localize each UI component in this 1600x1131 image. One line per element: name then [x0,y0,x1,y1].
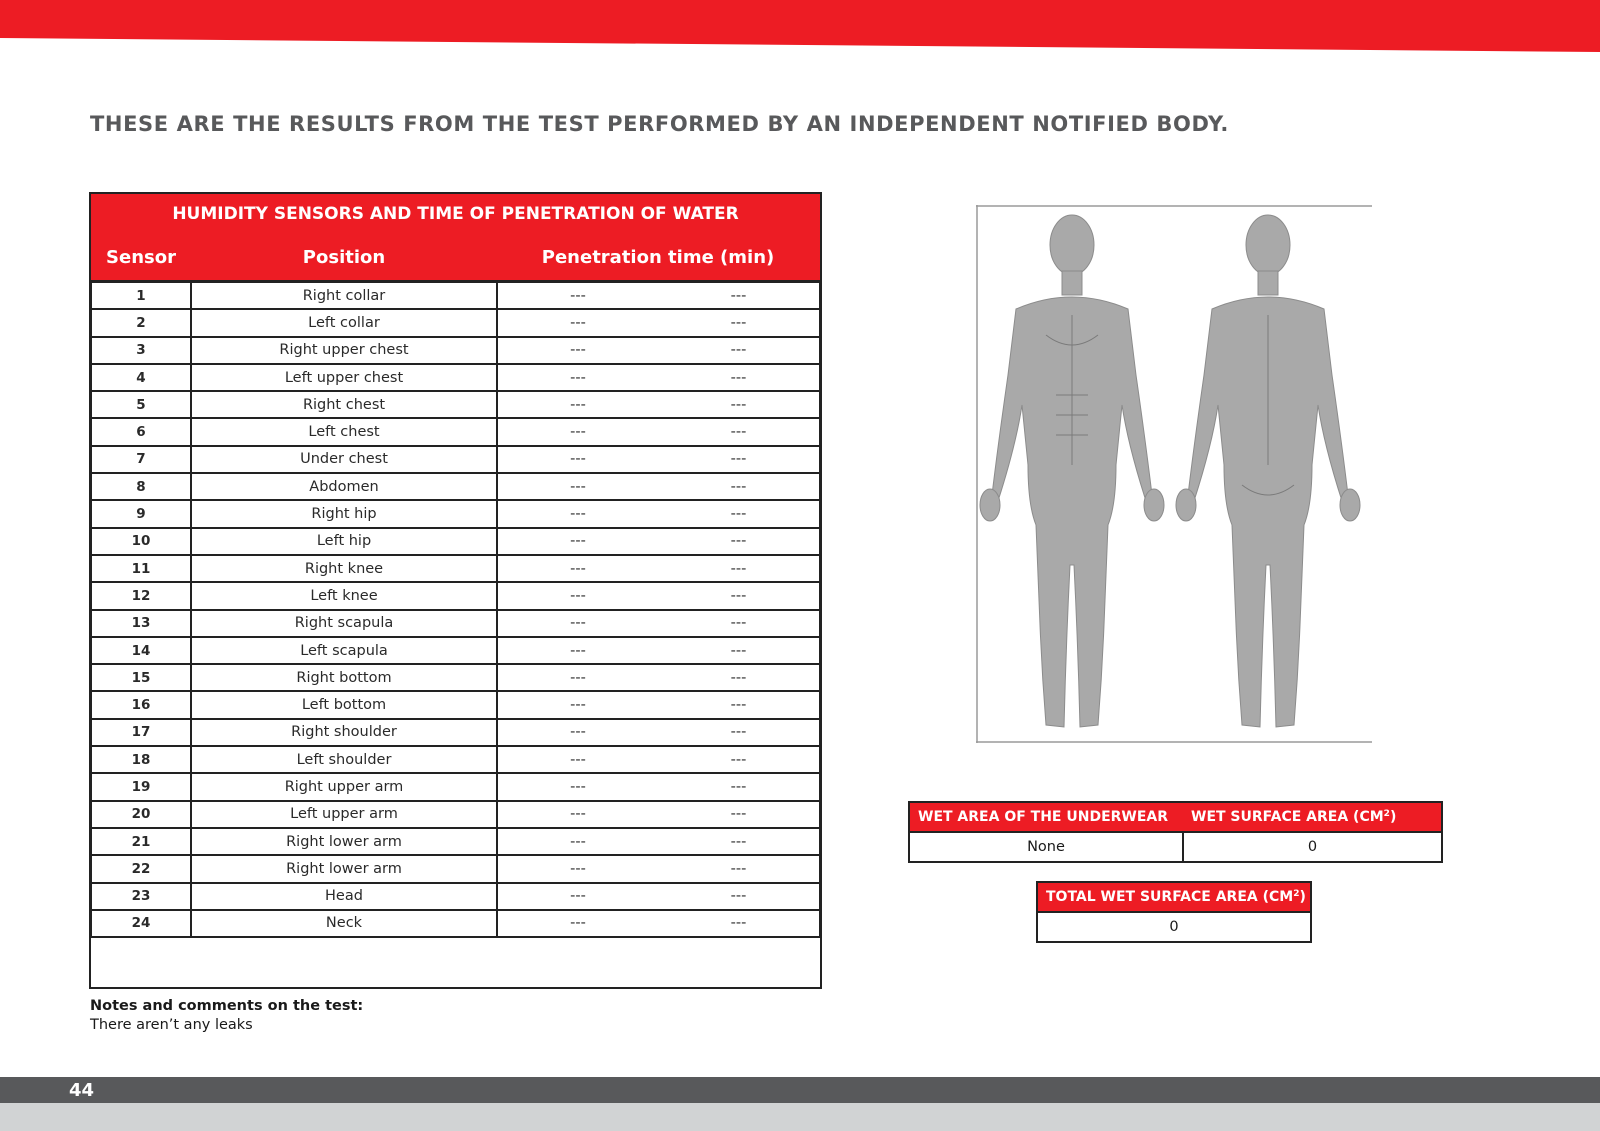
footer-strip [0,1103,1600,1131]
wet-area-value: None [909,832,1183,862]
sensor-position: Left collar [191,309,497,336]
sensor-number: 10 [91,528,191,555]
table-row [91,773,820,800]
penetration-time-1: --- [497,473,658,500]
table-row [91,910,820,937]
sensor-number: 22 [91,855,191,882]
sensor-position: Right upper arm [191,773,497,800]
table-row [91,282,820,310]
penetration-time-1: --- [497,855,658,882]
penetration-time-2: --- [658,528,820,555]
penetration-time-2: --- [658,828,820,855]
test-notes [90,997,363,1035]
penetration-time-2: --- [658,582,820,609]
sensor-position: Left upper chest [191,364,497,391]
sensor-number: 20 [91,801,191,828]
sensor-number: 13 [91,610,191,637]
sensor-number: 9 [91,500,191,527]
penetration-time-2: --- [658,391,820,418]
penetration-time-1: --- [497,610,658,637]
penetration-time-2: --- [658,883,820,910]
sensor-position: Right lower arm [191,855,497,882]
notes-label: Notes and comments on the test: [90,998,364,1014]
sensor-number: 17 [91,719,191,746]
sensor-number: 21 [91,828,191,855]
penetration-time-1: --- [497,746,658,773]
wet-area-header: WET AREA OF THE UNDERWEAR [909,802,1183,832]
sensor-number: 18 [91,746,191,773]
notes-text: There aren’t any leaks [90,1017,253,1033]
sensor-position: Right lower arm [191,828,497,855]
sensor-number: 14 [91,637,191,664]
col-header-penetration-time: Penetration time (min) [497,234,820,282]
sensor-number: 3 [91,337,191,364]
sensor-number: 6 [91,418,191,445]
sensor-position: Abdomen [191,473,497,500]
penetration-time-1: --- [497,637,658,664]
penetration-time-1: --- [497,500,658,527]
total-wet-area-table [1036,881,1312,943]
table-row [91,418,820,445]
penetration-time-1: --- [497,773,658,800]
sensor-number: 24 [91,910,191,937]
penetration-time-1: --- [497,719,658,746]
table-row [91,582,820,609]
penetration-time-2: --- [658,773,820,800]
penetration-time-1: --- [497,828,658,855]
total-wet-value: 0 [1037,912,1311,942]
table-row [91,391,820,418]
sensor-position: Left upper arm [191,801,497,828]
penetration-time-1: --- [497,282,658,310]
sensor-position: Right bottom [191,664,497,691]
penetration-time-1: --- [497,309,658,336]
sensor-number: 8 [91,473,191,500]
penetration-time-1: --- [497,910,658,937]
humidity-sensor-table [90,193,821,938]
penetration-time-1: --- [497,446,658,473]
penetration-time-2: --- [658,801,820,828]
sensor-number: 5 [91,391,191,418]
page-number: 44 [69,1080,95,1101]
sensor-number: 15 [91,664,191,691]
penetration-time-1: --- [497,337,658,364]
penetration-time-1: --- [497,582,658,609]
penetration-time-2: --- [658,364,820,391]
sensor-position: Left chest [191,418,497,445]
penetration-time-2: --- [658,610,820,637]
penetration-time-1: --- [497,364,658,391]
penetration-time-2: --- [658,446,820,473]
sensor-number: 16 [91,691,191,718]
penetration-time-1: --- [497,555,658,582]
top-red-band [0,0,1600,60]
human-body-front-back-icon [976,205,1372,743]
col-header-position: Position [191,234,497,282]
sensor-position: Right shoulder [191,719,497,746]
sensor-number: 7 [91,446,191,473]
sensor-position: Right scapula [191,610,497,637]
col-header-sensor: Sensor [91,234,191,282]
sensor-position: Left hip [191,528,497,555]
table-row [91,473,820,500]
table-row [91,691,820,718]
sensor-number: 12 [91,582,191,609]
table-row [91,719,820,746]
penetration-time-1: --- [497,528,658,555]
sensor-position: Right upper chest [191,337,497,364]
page-headline: THESE ARE THE RESULTS FROM THE TEST PERFORMED BY AN INDEPENDENT NOTIFIED BODY. [90,112,1229,136]
total-wet-header: TOTAL WET SURFACE AREA $(CM^2)$ [1037,882,1311,912]
penetration-time-1: --- [497,391,658,418]
table-row [91,337,820,364]
penetration-time-1: --- [497,664,658,691]
penetration-time-2: --- [658,664,820,691]
sensor-number: 4 [91,364,191,391]
table-row [91,801,820,828]
sensor-position: Left bottom [191,691,497,718]
penetration-time-2: --- [658,691,820,718]
penetration-time-2: --- [658,418,820,445]
wet-area-table [908,801,1443,863]
table-row [91,528,820,555]
sensor-position: Head [191,883,497,910]
sensor-position: Under chest [191,446,497,473]
table-row [91,555,820,582]
sensor-number: 1 [91,282,191,310]
penetration-time-1: --- [497,801,658,828]
table-title: HUMIDITY SENSORS AND TIME OF PENETRATION OF WATER [91,193,820,234]
penetration-time-2: --- [658,282,820,310]
wet-surface-header: WET SURFACE AREA $(CM^2)$ [1183,802,1442,832]
penetration-time-2: --- [658,910,820,937]
penetration-time-2: --- [658,555,820,582]
penetration-time-2: --- [658,500,820,527]
sensor-position: Right knee [191,555,497,582]
table-row [91,446,820,473]
penetration-time-2: --- [658,473,820,500]
penetration-time-2: --- [658,855,820,882]
penetration-time-2: --- [658,637,820,664]
table-row [91,855,820,882]
penetration-time-1: --- [497,691,658,718]
table-row [91,364,820,391]
sensor-position: Left scapula [191,637,497,664]
table-row [91,610,820,637]
sensor-position: Neck [191,910,497,937]
penetration-time-2: --- [658,719,820,746]
table-row [91,883,820,910]
table-row [91,500,820,527]
sensor-position: Right collar [191,282,497,310]
sensor-number: 11 [91,555,191,582]
table-row [91,828,820,855]
footer-bar [0,1077,1600,1103]
penetration-time-1: --- [497,883,658,910]
sensor-position: Right chest [191,391,497,418]
table-row [91,664,820,691]
wet-surface-value: 0 [1183,832,1442,862]
sensor-position: Left shoulder [191,746,497,773]
sensor-number: 23 [91,883,191,910]
sensor-number: 19 [91,773,191,800]
penetration-time-2: --- [658,309,820,336]
sensor-number: 2 [91,309,191,336]
table-row [91,637,820,664]
penetration-time-2: --- [658,746,820,773]
sensor-position: Left knee [191,582,497,609]
penetration-time-2: --- [658,337,820,364]
sensor-position: Right hip [191,500,497,527]
table-row [91,309,820,336]
table-row [91,746,820,773]
penetration-time-1: --- [497,418,658,445]
